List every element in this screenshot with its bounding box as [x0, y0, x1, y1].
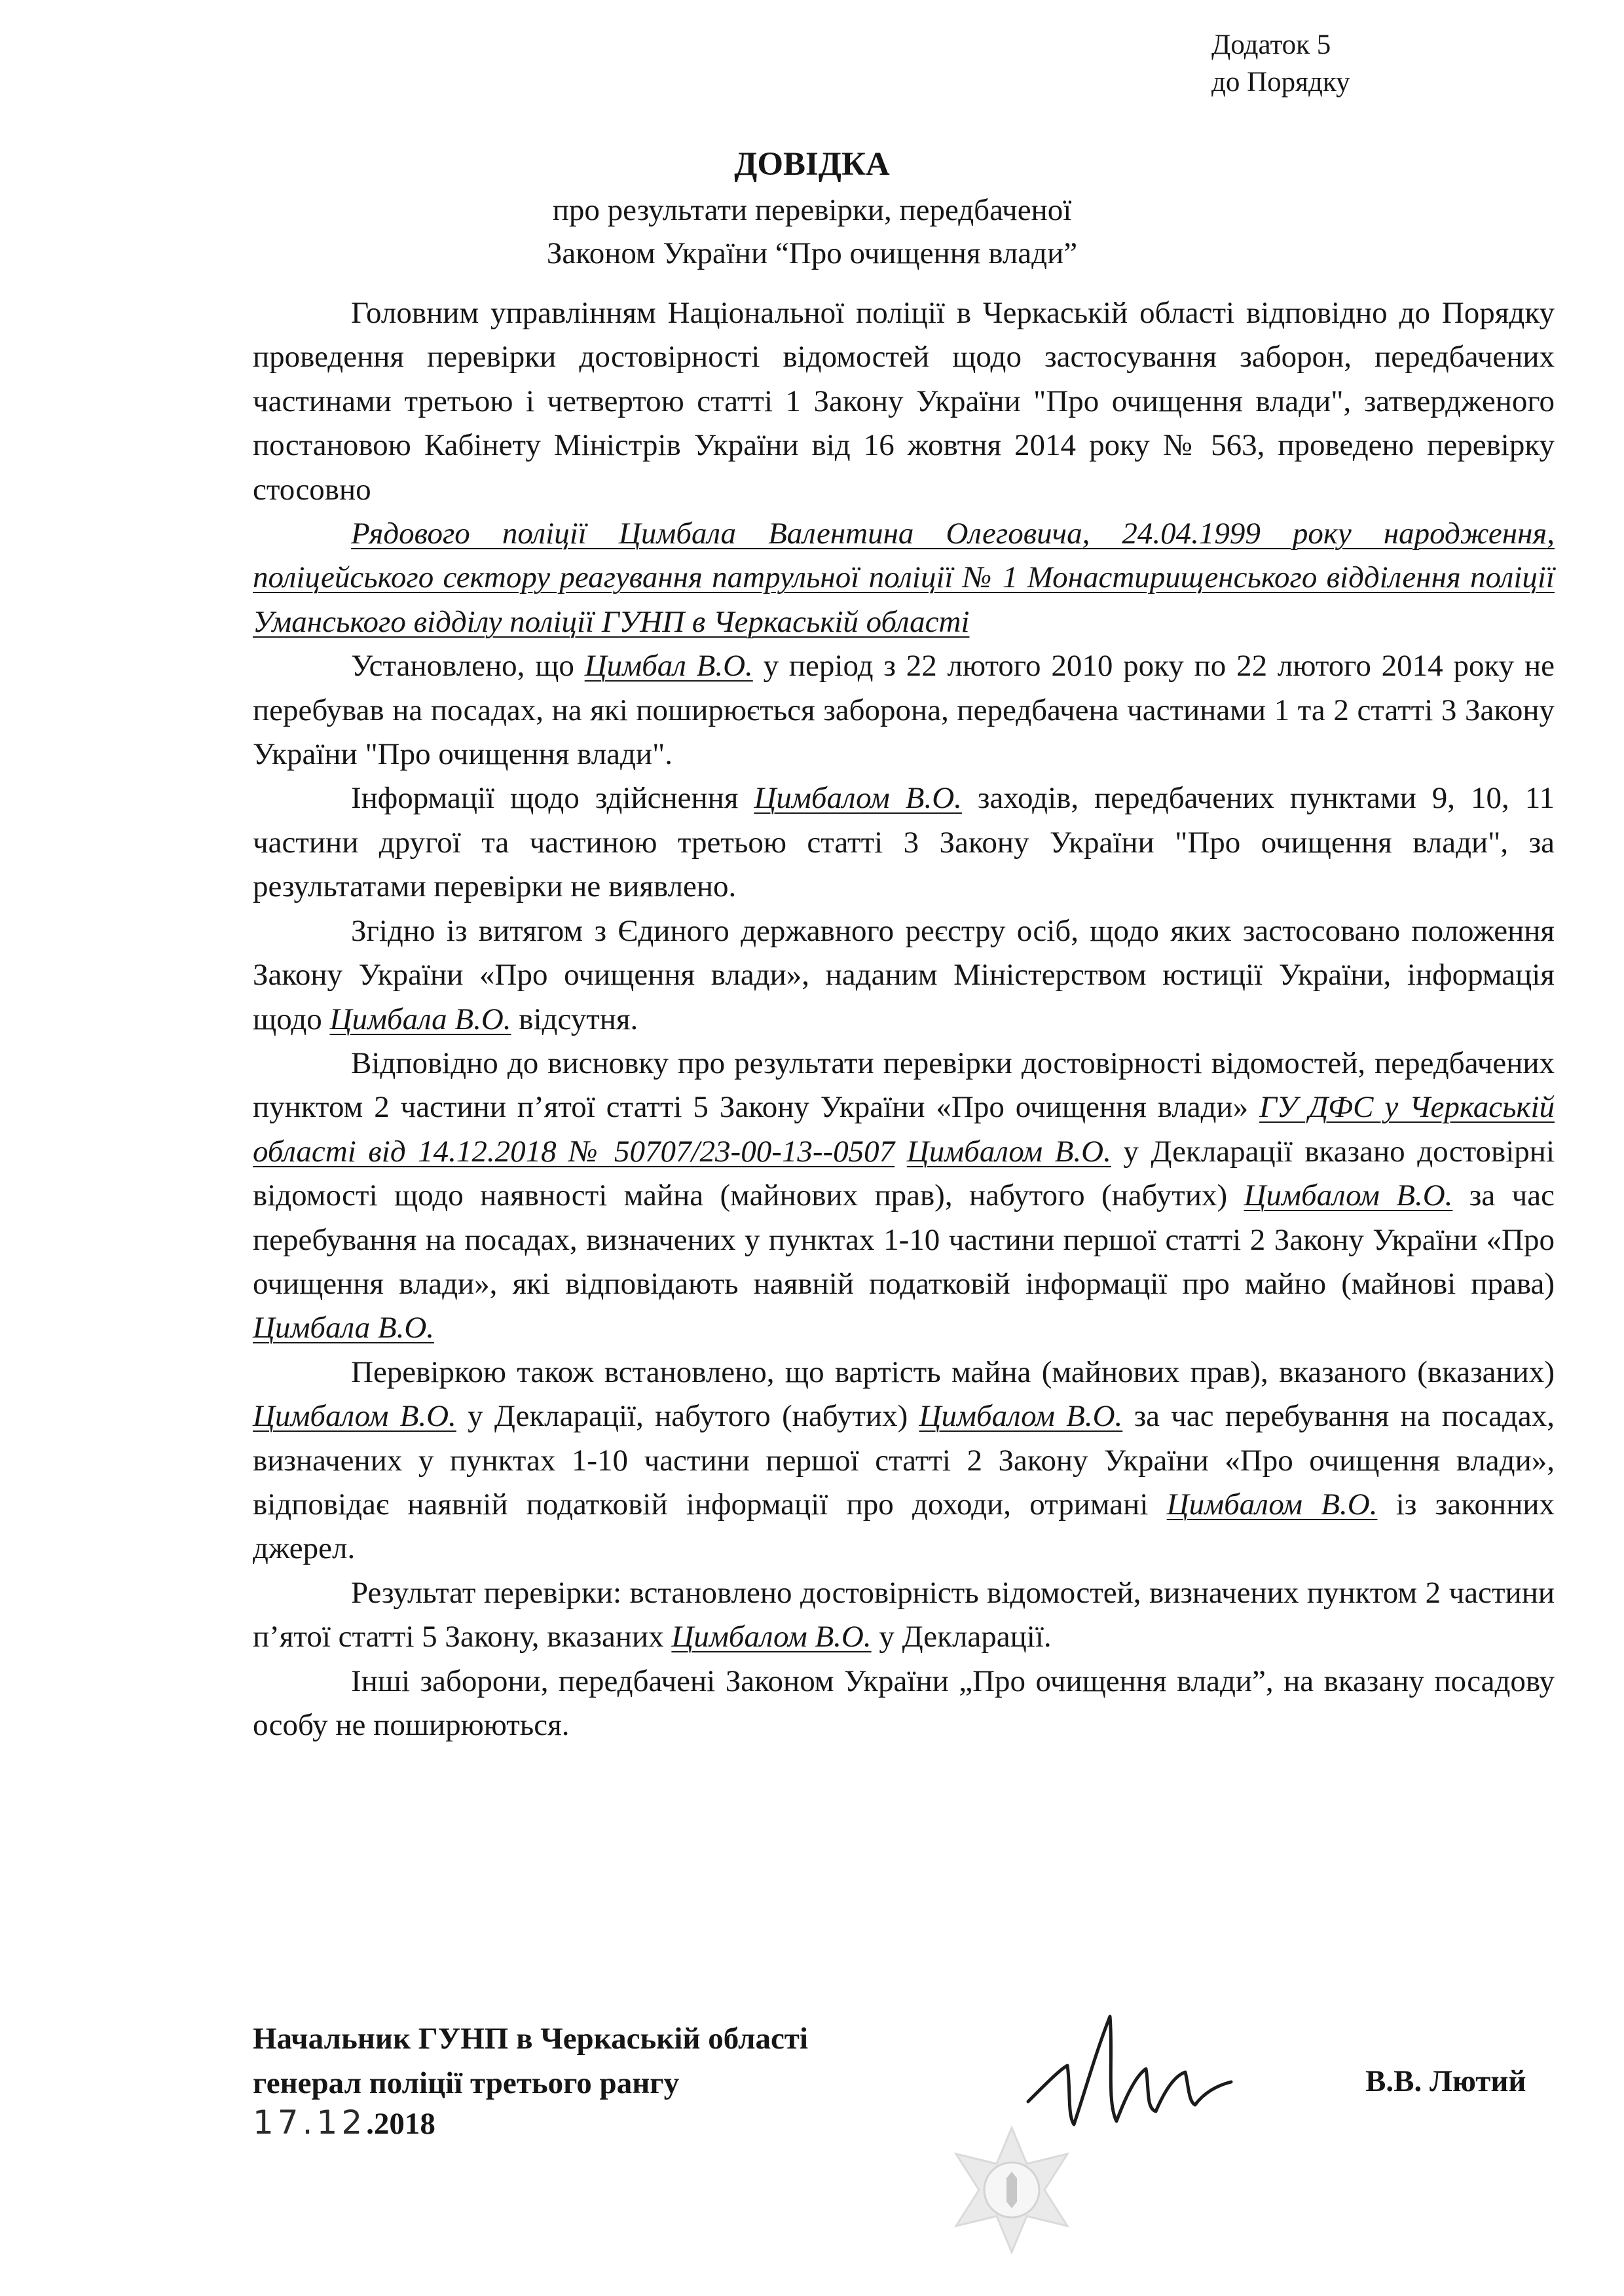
document-title: ДОВІДКА — [734, 146, 890, 183]
paragraph-other-prohibitions: Інші заборони, передбачені Законом України „Про очищення влади”, на вказану посадову особу не поширюються. — [253, 1664, 1555, 1742]
appendix-reference — [1211, 26, 1350, 101]
subject-person: Рядового поліції Цимбала Валентина Олеговича, 24.04.1999 року народження, поліцейського сектору реагування патрульної поліції № 1 Монастирищенського відділення поліції Уманського відділу поліції ГУНП в Черкаській області — [253, 517, 1555, 639]
person-name: Цимбалом В.О. — [906, 1134, 1111, 1169]
signer-name: В.В. Лютий — [1365, 2064, 1526, 2098]
paragraph-established: Установлено, що Цимбал В.О. у період з 22 лютого 2010 року по 22 лютого 2014 року не перебував на посадах, на які поширюється заборона, передбачена частинами 1 та 2 статті 3 Закону України "Про очищення влади". — [253, 649, 1555, 772]
person-name: Цимбал В.О. — [584, 649, 753, 683]
person-name: Цимбалом В.О. — [1244, 1178, 1453, 1213]
appendix-line-2: до Порядку — [1211, 67, 1350, 98]
signatory-position — [253, 2016, 808, 2105]
paragraph-registry: Згідно із витягом з Єдиного державного реєстру осіб, щодо яких застосовано положення Закону України «Про очищення влади», наданим Міністерством юстиції України, інформація щодо Цимбала В.О. відсутня. — [253, 913, 1555, 1036]
person-name: Цимбала В.О. — [329, 1002, 511, 1036]
subject-paragraph — [253, 512, 1555, 644]
appendix-line-1: Додаток 5 — [1211, 29, 1331, 60]
document-subtitle — [0, 189, 1624, 275]
date-year: .2018 — [366, 2107, 435, 2141]
person-name: Цимбалом В.О. — [754, 781, 962, 816]
person-name: Цимбалом В.О. — [1166, 1487, 1378, 1522]
intro-paragraph: Головним управлінням Національної поліції в Черкаській області відповідно до Порядку проведення перевірки достовірності відомостей щодо застосування заборон, передбачених частинами третьою і четвертою статті 1 Закону України "Про очищення влади", затвердженого постановою Кабінету Міністрів України від 16 жовтня 2014 року № 563, проведено перевірку стосовно — [253, 296, 1555, 507]
paragraph-result: Результат перевірки: встановлено достовірність відомостей, визначених пунктом 2 частини п’ятої статті 5 Закону, вказаних Цимбалом В.О. у Декларації. — [253, 1575, 1555, 1654]
police-emblem-watermark — [946, 2124, 1077, 2259]
subtitle-line-1: про результати перевірки, передбаченої — [552, 193, 1072, 227]
paragraph-declaration: Відповідно до висновку про результати перевірки достовірності відомостей, передбачених пунктом 2 частини п’ятої статті 5 Закону України «Про очищення влади» ГУ ДФС у Черкаській області від 14.12.2018 № 50707/23-00-13--0507 Цимбалом В.О. у Декларації вказано достовірні відомості щодо наявності майна (майнових прав), набутого (набутих) Цимбалом В.О. за час перебування на посадах, визначених у пунктах 1-10 частини першої статті 2 Закону України «Про очищення влади», які відповідають наявній податковій інформації про майно (майнові права) Цимбала В.О. — [253, 1046, 1555, 1345]
paragraph-value-check: Перевіркою також встановлено, що вартість майна (майнових прав), вказаного (вказаних) Цимбалом В.О. у Декларації, набутого (набутих) Цимбалом В.О. за час перебування на посадах, визначених у пунктах 1-10 частини першої статті 2 Закону України «Про очищення влади», відповідає наявній податковій інформації про доходи, отримані Цимбалом В.О. із законних джерел. — [253, 1355, 1555, 1566]
paragraph-information: Інформації щодо здійснення Цимбалом В.О. заходів, передбачених пунктами 9, 10, 11 частини другої та частиною третьою статті 3 Закону України "Про очищення влади", за результатами перевірки не виявлено. — [253, 781, 1555, 904]
subtitle-line-2: Законом України “Про очищення влади” — [546, 236, 1078, 270]
person-name: Цимбалом В.О. — [253, 1399, 456, 1434]
person-name: Цимбалом В.О. — [671, 1620, 872, 1654]
position-line-1: Начальник ГУНП в Черкаській області — [253, 2022, 808, 2056]
document-body — [253, 291, 1555, 1747]
position-line-2: генерал поліції третього рангу — [253, 2066, 680, 2100]
handwritten-date: 17.12 — [253, 2104, 367, 2141]
tax-conclusion-reference: ГУ ДФС у Черкаській області від 14.12.2018 № 50707/23-00-13--0507 — [253, 1090, 1555, 1169]
handwritten-signature — [1022, 2003, 1257, 2144]
person-name: Цимбала В.О. — [253, 1311, 435, 1345]
signature-date — [253, 2100, 435, 2146]
person-name: Цимбалом В.О. — [919, 1399, 1123, 1434]
